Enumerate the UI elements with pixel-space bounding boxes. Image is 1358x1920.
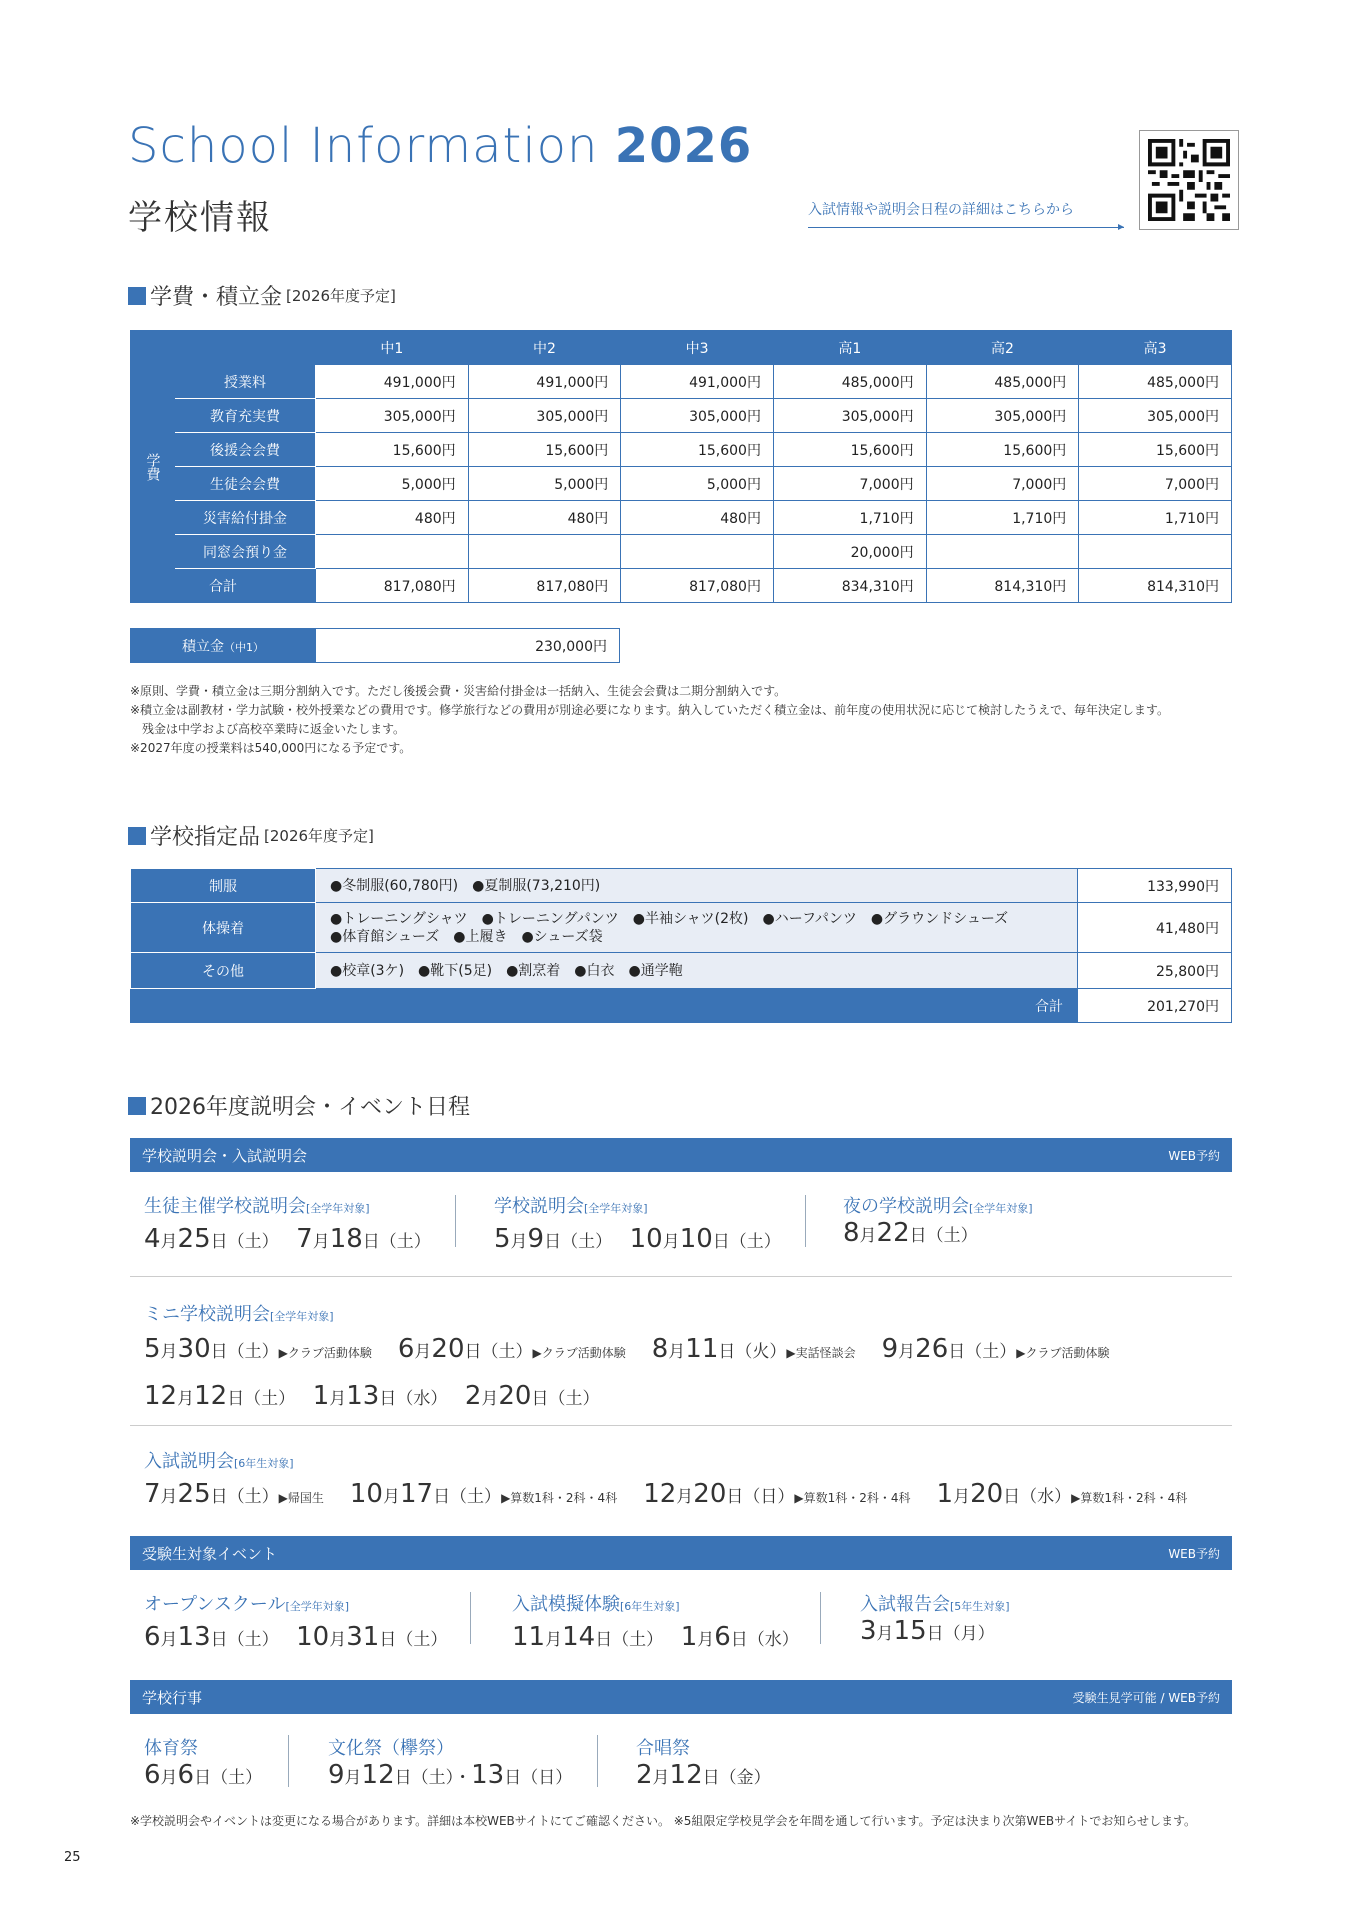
fee-cell: 1,710円 <box>926 501 1079 535</box>
fee-cell: 305,000円 <box>1079 399 1232 433</box>
web-reserve-link[interactable]: WEB予約 <box>1168 1148 1220 1163</box>
event-block: オープンスクール[全学年対象] 6月13日（土） 10月31日（土） <box>144 1594 448 1652</box>
corner-cell <box>131 331 316 365</box>
fee-cell <box>468 535 621 569</box>
fee-cell: 485,000円 <box>773 365 926 399</box>
fees-group-label: 学費 <box>131 365 175 569</box>
item-label: 体操着 <box>131 903 316 953</box>
fee-cell: 15,600円 <box>316 433 469 467</box>
divider <box>470 1592 471 1644</box>
total-label: 合計 <box>131 569 316 603</box>
qr-code-icon[interactable] <box>1139 130 1239 230</box>
fee-cell: 485,000円 <box>926 365 1079 399</box>
item-value: 41,480円 <box>1078 903 1232 953</box>
total-cell: 814,310円 <box>926 569 1079 603</box>
fee-cell <box>926 535 1079 569</box>
events-bar-briefings: 学校説明会・入試説明会 WEB予約 <box>130 1138 1232 1172</box>
event-block: 夜の学校説明会[全学年対象] 8月22日（土） <box>843 1196 1033 1248</box>
divider <box>820 1592 821 1644</box>
fee-cell: 1,710円 <box>1079 501 1232 535</box>
item-label: その他 <box>131 953 316 989</box>
item-label: 制服 <box>131 869 316 903</box>
event-block: 生徒主催学校説明会[全学年対象] 4月25日（土） 7月18日（土） <box>144 1196 431 1254</box>
event-block: 学校説明会[全学年対象] 5月9日（土） 10月10日（土） <box>494 1196 781 1254</box>
fee-cell: 491,000円 <box>316 365 469 399</box>
events-heading: 2026年度説明会・イベント日程 <box>128 1090 470 1121</box>
fee-cell: 485,000円 <box>1079 365 1232 399</box>
events-bar-school: 学校行事 受験生見学可能 / WEB予約 <box>130 1680 1232 1714</box>
col-header: 中3 <box>621 331 774 365</box>
col-header: 高2 <box>926 331 1079 365</box>
event-block: 入試報告会[5年生対象] 3月15日（月） <box>860 1594 1010 1646</box>
fee-cell: 305,000円 <box>468 399 621 433</box>
page-title-ja: 学校情報 <box>128 198 272 238</box>
total-cell: 817,080円 <box>621 569 774 603</box>
fee-cell: 5,000円 <box>621 467 774 501</box>
fee-cell <box>621 535 774 569</box>
fee-cell: 491,000円 <box>621 365 774 399</box>
page-title-en: School Information 2026 <box>128 118 753 174</box>
event-block: 合唱祭 2月12日（金） <box>636 1738 771 1790</box>
fee-cell: 7,000円 <box>1079 467 1232 501</box>
row-label: 災害給付掛金 <box>175 501 316 535</box>
fee-cell: 15,600円 <box>621 433 774 467</box>
page-number: 25 <box>64 1850 81 1865</box>
row-label: 授業料 <box>175 365 316 399</box>
section-marker-icon <box>128 287 146 305</box>
fees-heading: 学費・積立金 [2026年度予定] <box>128 280 396 311</box>
items-total-value: 201,270円 <box>1078 989 1232 1023</box>
fee-cell: 15,600円 <box>926 433 1079 467</box>
total-cell: 834,310円 <box>773 569 926 603</box>
event-block: 文化祭（欅祭） 9月12日（土）・13日（日） <box>328 1738 573 1790</box>
item-desc: ●トレーニングシャツ ●トレーニングパンツ ●半袖シャツ(2枚) ●ハーフパンツ ●グラウンドシューズ ●体育館シューズ ●上履き ●シューズ袋 <box>316 903 1078 953</box>
events-bar-applicants: 受験生対象イベント WEB予約 <box>130 1536 1232 1570</box>
web-reserve-link[interactable]: WEB予約 <box>1168 1546 1220 1561</box>
row-label: 教育充実費 <box>175 399 316 433</box>
fee-cell: 305,000円 <box>316 399 469 433</box>
divider <box>597 1735 598 1787</box>
fee-cell: 15,600円 <box>468 433 621 467</box>
qr-arrow <box>808 227 1124 228</box>
event-block: 入試模擬体験[6年生対象] 11月14日（土） 1月6日（水） <box>512 1594 799 1652</box>
fees-table <box>130 330 1232 603</box>
divider <box>288 1735 289 1787</box>
reserve-label: 積立金（中1） <box>131 629 316 663</box>
items-total-fill <box>131 989 316 1023</box>
reserve-table <box>130 628 620 663</box>
fee-cell: 305,000円 <box>773 399 926 433</box>
total-cell: 817,080円 <box>468 569 621 603</box>
fee-cell: 305,000円 <box>621 399 774 433</box>
reserve-value: 230,000円 <box>316 629 620 663</box>
items-total-label: 合計 <box>316 989 1078 1023</box>
divider <box>805 1195 806 1247</box>
divider <box>130 1425 1232 1426</box>
fees-notes: ※原則、学費・積立金は三期分割納入です。ただし後援会費・災害給付掛金は一括納入、生徒会会費は二期分割納入です。 ※積立金は副教材・学力試験・校外授業などの費用です。修学旅行などの費用が別途必要になります。納入していただく積立金は、前年度の使用状況に応じて検討したうえで、毎年決定します。 残金は中学および高校卒業時に返金いたします。 ※2027年度の授業料は540,000円になる予定です。 <box>130 684 1169 755</box>
fee-cell: 5,000円 <box>468 467 621 501</box>
fee-cell: 305,000円 <box>926 399 1079 433</box>
fee-cell: 7,000円 <box>926 467 1079 501</box>
fee-cell: 480円 <box>621 501 774 535</box>
row-label: 生徒会会費 <box>175 467 316 501</box>
divider <box>130 1276 1232 1277</box>
fee-cell: 480円 <box>468 501 621 535</box>
row-label: 同窓会預り金 <box>175 535 316 569</box>
item-value: 133,990円 <box>1078 869 1232 903</box>
col-header: 高1 <box>773 331 926 365</box>
events-footnote: ※学校説明会やイベントは変更になる場合があります。詳細は本校WEBサイトにてご確認ください。 ※5組限定学校見学会を年間を通して行います。予定は決まり次第WEBサイトでお知らせします。 <box>130 1814 1197 1828</box>
fee-cell <box>316 535 469 569</box>
event-block: ミニ学校説明会[全学年対象] 5月30日（土）▶クラブ活動体験 6月20日（土）▶クラブ活動体験 8月11日（火）▶実話怪談会 9月26日（土）▶クラブ活動体験 12月12日（土） 1月13日（水） 2月20日（土） <box>144 1304 1110 1411</box>
fee-cell: 20,000円 <box>773 535 926 569</box>
fee-cell: 1,710円 <box>773 501 926 535</box>
item-value: 25,800円 <box>1078 953 1232 989</box>
fee-cell: 480円 <box>316 501 469 535</box>
fee-cell: 491,000円 <box>468 365 621 399</box>
section-marker-icon <box>128 827 146 845</box>
item-desc: ●冬制服(60,780円) ●夏制服(73,210円) <box>316 869 1078 903</box>
col-header: 中1 <box>316 331 469 365</box>
qr-note[interactable]: 入試情報や説明会日程の詳細はこちらから <box>808 202 1074 218</box>
fee-cell: 7,000円 <box>773 467 926 501</box>
col-header: 中2 <box>468 331 621 365</box>
fee-cell: 5,000円 <box>316 467 469 501</box>
section-marker-icon <box>128 1097 146 1115</box>
col-header: 高3 <box>1079 331 1232 365</box>
fee-cell <box>1079 535 1232 569</box>
total-cell: 814,310円 <box>1079 569 1232 603</box>
total-cell: 817,080円 <box>316 569 469 603</box>
fee-cell: 15,600円 <box>773 433 926 467</box>
row-label: 後援会会費 <box>175 433 316 467</box>
event-block: 体育祭 6月6日（土） <box>144 1738 263 1790</box>
items-heading: 学校指定品 [2026年度予定] <box>128 820 374 851</box>
item-desc: ●校章(3ケ) ●靴下(5足) ●割烹着 ●白衣 ●通学鞄 <box>316 953 1078 989</box>
event-block: 入試説明会[6年生対象] 7月25日（土）▶帰国生 10月17日（土）▶算数1科・2科・4科 12月20日（日）▶算数1科・2科・4科 1月20日（水）▶算数1科・2科・4科 <box>144 1451 1188 1509</box>
fee-cell: 15,600円 <box>1079 433 1232 467</box>
items-table <box>130 868 1232 1023</box>
web-reserve-link[interactable]: 受験生見学可能 / WEB予約 <box>1072 1690 1220 1705</box>
divider <box>455 1195 456 1247</box>
